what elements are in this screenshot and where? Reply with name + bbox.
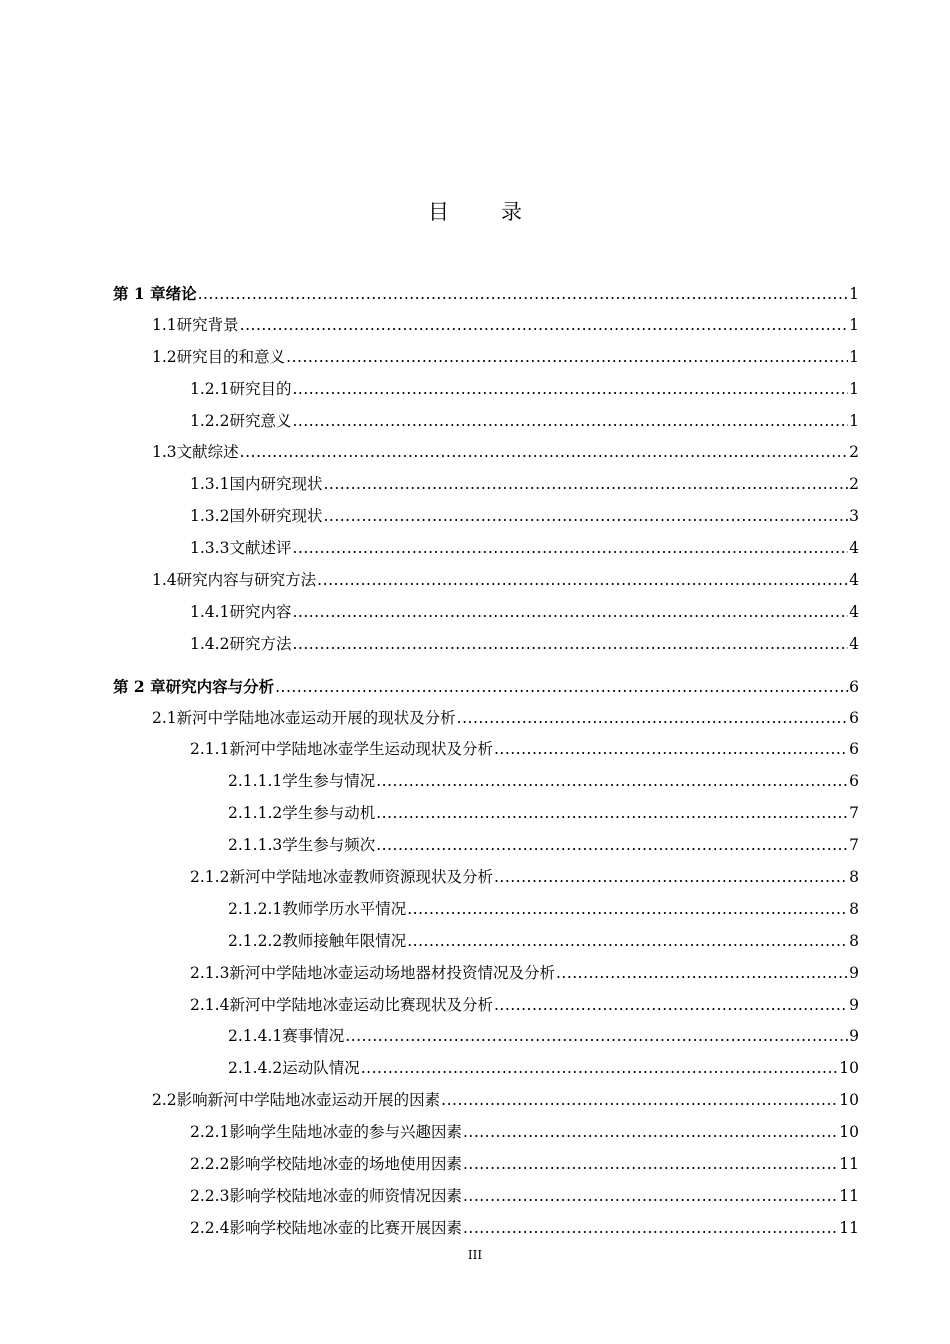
toc-entry[interactable] [113,1117,859,1149]
toc-entry-title: 学生参与情况 [282,772,376,791]
toc-entry-number: 第 1 章 [113,284,166,303]
dot-leader [407,894,848,926]
dot-leader [463,1117,838,1149]
toc-entry-title: 学生参与频次 [282,836,376,855]
toc-entry-page: 7 [849,804,859,823]
toc-chapter-entry[interactable] [113,278,859,310]
toc-entry[interactable] [113,501,859,533]
toc-entry-number: 2.2.1 [190,1123,230,1142]
toc-entry-number: 2.1.4.2 [228,1059,283,1078]
toc-entry-title: 绪论 [165,284,197,303]
dot-leader [292,629,848,661]
dot-leader [292,533,848,565]
toc-entry-page: 8 [849,899,859,918]
toc-entry[interactable] [113,565,859,597]
toc-entry[interactable] [113,894,859,926]
toc-entry-page: 8 [849,931,859,950]
toc-entry-number: 2.2.3 [190,1186,230,1205]
toc-entry-number: 2.1.1 [190,740,230,759]
dot-leader [345,1021,848,1053]
toc-entry-page: 4 [849,539,859,558]
toc-entry-page: 2 [849,475,859,494]
dot-leader [286,342,848,374]
toc-entry[interactable] [113,830,859,862]
dot-leader [494,862,848,894]
toc-entry-page: 11 [839,1155,859,1174]
toc-entry-number: 1.2.2 [190,411,230,430]
toc-entry-title: 赛事情况 [282,1027,345,1046]
dot-leader [323,469,848,501]
dot-leader [240,437,848,469]
dot-leader [463,1149,838,1181]
toc-entry-title: 文献述评 [229,539,292,558]
toc-entry-number: 第 2 章 [113,676,166,696]
toc-entry-title: 学生参与动机 [282,804,376,823]
toc-entry-number: 2.1.4.1 [228,1027,283,1046]
toc-entry-page: 6 [849,677,859,696]
toc-entry-page: 8 [849,868,859,887]
toc-entry-page: 9 [849,995,859,1014]
toc-entry[interactable] [113,862,859,894]
toc-entry-number: 1.4.1 [190,602,230,621]
toc-entry[interactable] [113,310,859,342]
toc-entry-number: 2.2.2 [190,1155,230,1174]
dot-leader [494,734,848,766]
toc-entry[interactable] [113,437,859,469]
toc-entry-number: 1.3.2 [190,507,230,526]
dot-leader [292,406,848,438]
toc-entry-page: 9 [849,1027,859,1046]
toc-entry-number: 2.1.2.2 [228,931,283,950]
toc-entry-number: 2.2.4 [190,1218,230,1237]
toc-entry[interactable] [113,1149,859,1181]
toc-entry-title: 影响新河中学陆地冰壶运动开展的因素 [176,1091,441,1110]
toc-entry-number: 2.1.1.3 [228,836,283,855]
dot-leader [494,990,848,1022]
toc-entry-title: 新河中学陆地冰壶教师资源现状及分析 [229,868,493,887]
dot-leader [441,1085,838,1117]
toc-entry-title: 新河中学陆地冰壶运动场地器材投资情况及分析 [229,963,555,982]
toc-entry[interactable] [113,629,859,661]
toc-entry-page: 1 [849,379,859,398]
toc-entry-number: 1.3.3 [190,539,230,558]
toc-entry-title: 研究方法 [229,634,292,653]
table-of-contents [113,278,859,1245]
toc-entry-number: 2.1 [152,708,177,727]
toc-entry-title: 国内研究现状 [229,475,323,494]
toc-entry-page: 11 [839,1218,859,1237]
toc-entry-number: 2.1.2.1 [228,899,283,918]
toc-entry-title: 新河中学陆地冰壶运动开展的现状及分析 [176,708,456,727]
toc-entry-title: 教师接触年限情况 [282,931,407,950]
toc-entry-number: 2.1.1.1 [228,772,283,791]
toc-entry-number: 1.3 [152,443,177,462]
page-title [0,196,950,226]
toc-entry-number: 1.2.1 [190,379,230,398]
dot-leader [556,958,848,990]
toc-entry-number: 2.1.2 [190,868,230,887]
toc-entry-page: 9 [849,963,859,982]
toc-entry-page: 11 [839,1186,859,1205]
toc-entry-title: 影响学校陆地冰壶的比赛开展因素 [229,1218,462,1237]
toc-entry-page: 7 [849,836,859,855]
title-char-2: 录 [501,200,522,224]
toc-entry-page: 6 [849,772,859,791]
toc-entry-number: 1.2 [152,347,177,366]
toc-entry[interactable] [113,958,859,990]
page-number: III [467,1248,483,1262]
dot-leader [457,703,848,735]
toc-entry-number: 1.1 [152,315,177,334]
toc-entry[interactable] [113,926,859,958]
dot-leader [240,310,848,342]
toc-entry[interactable] [113,734,859,766]
toc-entry[interactable] [113,798,859,830]
dot-leader [292,597,848,629]
dot-leader [275,672,848,704]
toc-entry-number: 1.3.1 [190,475,230,494]
dot-leader [198,279,849,311]
dot-leader [463,1181,838,1213]
toc-entry[interactable] [113,1053,859,1085]
dot-leader [292,374,848,406]
dot-leader [376,766,848,798]
toc-entry[interactable] [113,1213,859,1245]
toc-entry-title: 研究内容 [229,602,292,621]
toc-entry-page: 1 [849,285,859,303]
toc-entry-number: 2.1.1.2 [228,804,283,823]
toc-entry-title: 研究内容与研究方法 [176,571,317,590]
toc-entry-number: 2.2 [152,1091,177,1110]
toc-entry-number: 2.1.4 [190,995,230,1014]
toc-entry[interactable] [113,597,859,629]
toc-entry-page: 2 [849,443,859,462]
toc-entry-title: 国外研究现状 [229,507,323,526]
toc-entry[interactable] [113,1181,859,1213]
toc-entry-title: 研究目的 [229,379,292,398]
dot-leader [376,830,848,862]
toc-entry-title: 研究内容与分析 [165,676,275,696]
toc-entry-title: 文献综述 [176,443,239,462]
toc-entry-title: 运动队情况 [282,1059,360,1078]
dot-leader [376,798,848,830]
toc-entry-page: 6 [849,740,859,759]
toc-entry-number: 2.1.3 [190,963,230,982]
toc-entry[interactable] [113,1021,859,1053]
toc-entry-page: 3 [849,507,859,526]
toc-entry[interactable] [113,533,859,565]
toc-entry-page: 10 [839,1123,859,1142]
toc-entry[interactable] [113,1085,859,1117]
toc-entry-page: 4 [849,571,859,590]
toc-entry-number: 1.4.2 [190,634,230,653]
toc-entry-title: 研究意义 [229,411,292,430]
toc-entry-number: 1.4 [152,571,177,590]
title-char-1: 目 [428,200,449,224]
toc-entry-title: 教师学历水平情况 [282,899,407,918]
toc-entry[interactable] [113,374,859,406]
toc-entry-page: 4 [849,634,859,653]
toc-entry[interactable] [113,703,859,735]
toc-entry-page: 1 [849,411,859,430]
dot-leader [317,565,848,597]
toc-entry-title: 影响学校陆地冰壶的师资情况因素 [229,1186,462,1205]
toc-entry[interactable] [113,990,859,1022]
toc-chapter-entry[interactable] [113,671,859,703]
dot-leader [463,1213,838,1245]
toc-entry[interactable] [113,469,859,501]
toc-entry-title: 新河中学陆地冰壶运动比赛现状及分析 [229,995,493,1014]
toc-entry-page: 6 [849,708,859,727]
dot-leader [323,501,848,533]
toc-entry-title: 影响学校陆地冰壶的场地使用因素 [229,1155,462,1174]
toc-entry-page: 10 [839,1091,859,1110]
toc-entry[interactable] [113,342,859,374]
toc-entry-page: 1 [849,315,859,334]
dot-leader [407,926,848,958]
toc-entry-page: 10 [839,1059,859,1078]
toc-entry[interactable] [113,766,859,798]
toc-entry-title: 研究目的和意义 [176,347,286,366]
dot-leader [361,1053,839,1085]
toc-entry-title: 影响学生陆地冰壶的参与兴趣因素 [229,1123,462,1142]
toc-entry-page: 1 [849,347,859,366]
toc-entry-page: 4 [849,602,859,621]
toc-entry-title: 研究背景 [176,315,239,334]
toc-entry[interactable] [113,406,859,438]
toc-entry-title: 新河中学陆地冰壶学生运动现状及分析 [229,740,493,759]
